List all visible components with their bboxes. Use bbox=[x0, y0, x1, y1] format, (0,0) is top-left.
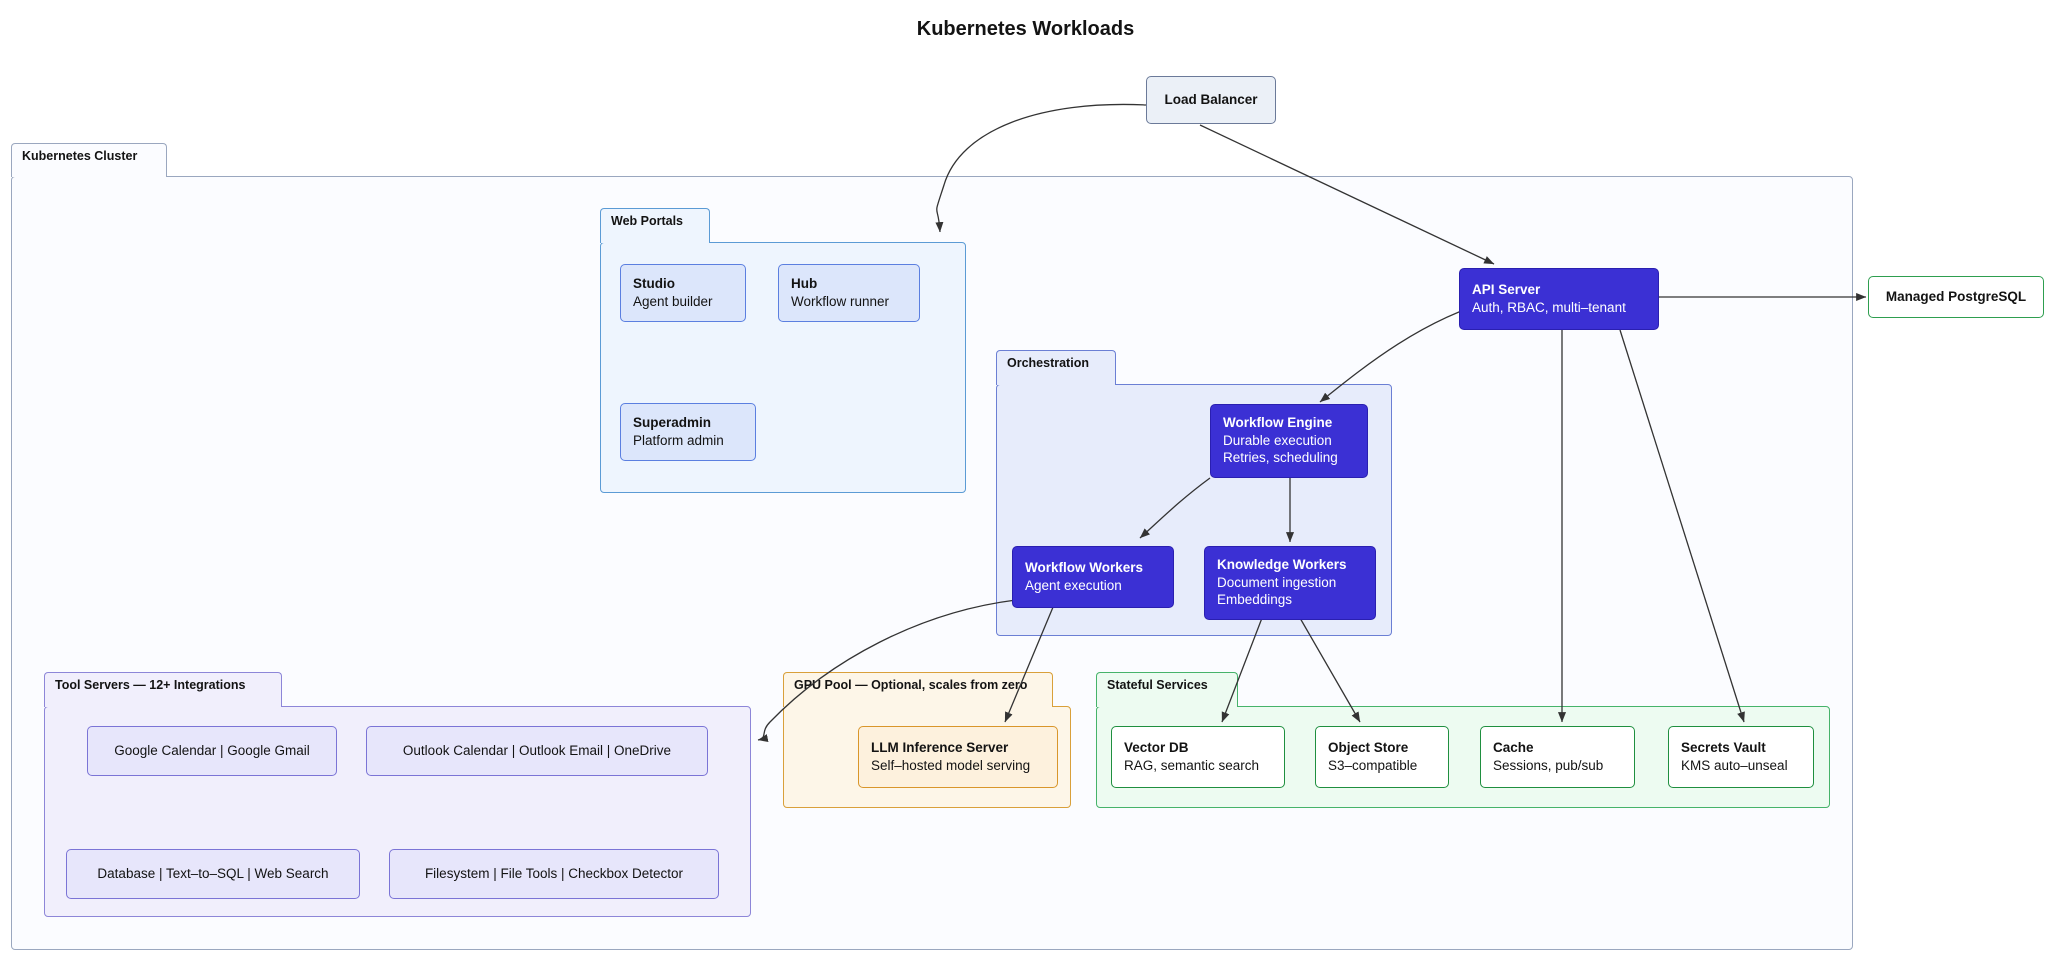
node-api-server[interactable] bbox=[1459, 268, 1659, 330]
node-subtitle: S3–compatible bbox=[1328, 757, 1418, 773]
node-cache[interactable] bbox=[1480, 726, 1635, 788]
group-label-text: Web Portals bbox=[611, 214, 684, 228]
node-tools-google[interactable] bbox=[87, 726, 337, 776]
node-subtitle: RAG, semantic search bbox=[1124, 757, 1260, 773]
node-title: Vector DB bbox=[1124, 739, 1189, 755]
group-label-tool-servers bbox=[44, 672, 282, 707]
node-title: Studio bbox=[633, 275, 675, 291]
group-label-kubernetes-cluster bbox=[11, 143, 167, 177]
node-subtitle: Workflow runner bbox=[791, 293, 890, 309]
node-subtitle: Document ingestion bbox=[1217, 574, 1337, 590]
node-managed-postgresql[interactable] bbox=[1868, 276, 2044, 318]
node-subtitle: Auth, RBAC, multi–tenant bbox=[1472, 299, 1626, 315]
node-title: Load Balancer bbox=[1164, 91, 1258, 107]
node-title: API Server bbox=[1472, 281, 1541, 297]
node-title: Google Calendar | Google Gmail bbox=[114, 742, 310, 758]
node-title: Knowledge Workers bbox=[1217, 557, 1347, 573]
node-title: Cache bbox=[1493, 739, 1534, 755]
node-title: Database | Text–to–SQL | Web Search bbox=[97, 865, 329, 881]
node-title: Outlook Calendar | Outlook Email | OneDrive bbox=[402, 742, 672, 758]
node-subtitle: Durable execution bbox=[1223, 432, 1332, 448]
node-secrets-vault[interactable] bbox=[1668, 726, 1814, 788]
group-label-stateful-services bbox=[1096, 672, 1238, 707]
node-subtitle: Agent builder bbox=[633, 293, 713, 309]
node-subtitle: Agent execution bbox=[1025, 577, 1122, 593]
node-vector-db[interactable] bbox=[1111, 726, 1285, 788]
node-title: Hub bbox=[791, 275, 818, 291]
node-title: Object Store bbox=[1328, 739, 1409, 755]
node-subtitle: Self–hosted model serving bbox=[871, 757, 1031, 773]
node-studio[interactable] bbox=[620, 264, 746, 322]
page-title: Kubernetes Workloads bbox=[916, 18, 1135, 40]
node-llm-inference-server[interactable] bbox=[858, 726, 1058, 788]
node-tools-outlook[interactable] bbox=[366, 726, 708, 776]
node-title: LLM Inference Server bbox=[871, 739, 1009, 755]
node-subtitle: KMS auto–unseal bbox=[1681, 757, 1788, 773]
node-tools-database[interactable] bbox=[66, 849, 360, 899]
node-workflow-workers[interactable] bbox=[1012, 546, 1174, 608]
group-label-gpu-pool bbox=[783, 672, 1053, 707]
group-label-text: Orchestration bbox=[1007, 356, 1089, 370]
node-title: Secrets Vault bbox=[1681, 739, 1766, 755]
node-hub[interactable] bbox=[778, 264, 920, 322]
node-knowledge-workers[interactable] bbox=[1204, 546, 1376, 620]
node-object-store[interactable] bbox=[1315, 726, 1449, 788]
node-load-balancer[interactable] bbox=[1146, 76, 1276, 124]
node-superadmin[interactable] bbox=[620, 403, 756, 461]
node-subtitle-2: Retries, scheduling bbox=[1223, 450, 1338, 466]
node-title: Superadmin bbox=[633, 414, 712, 430]
node-title: Workflow Workers bbox=[1025, 559, 1144, 575]
node-title: Managed PostgreSQL bbox=[1885, 288, 2027, 304]
node-subtitle-2: Embeddings bbox=[1217, 592, 1293, 608]
group-label-text: GPU Pool — Optional, scales from zero bbox=[794, 678, 1028, 692]
node-subtitle: Platform admin bbox=[633, 432, 724, 448]
group-label-text: Tool Servers — 12+ Integrations bbox=[55, 678, 246, 692]
node-title: Workflow Engine bbox=[1223, 415, 1333, 431]
node-title: Filesystem | File Tools | Checkbox Detector bbox=[424, 865, 684, 881]
group-label-orchestration bbox=[996, 350, 1116, 385]
node-workflow-engine[interactable] bbox=[1210, 404, 1368, 478]
group-label-text: Kubernetes Cluster bbox=[22, 149, 138, 163]
group-label-text: Stateful Services bbox=[1107, 678, 1208, 692]
group-label-web-portals bbox=[600, 208, 710, 243]
node-tools-filesystem[interactable] bbox=[389, 849, 719, 899]
node-subtitle: Sessions, pub/sub bbox=[1493, 757, 1604, 773]
